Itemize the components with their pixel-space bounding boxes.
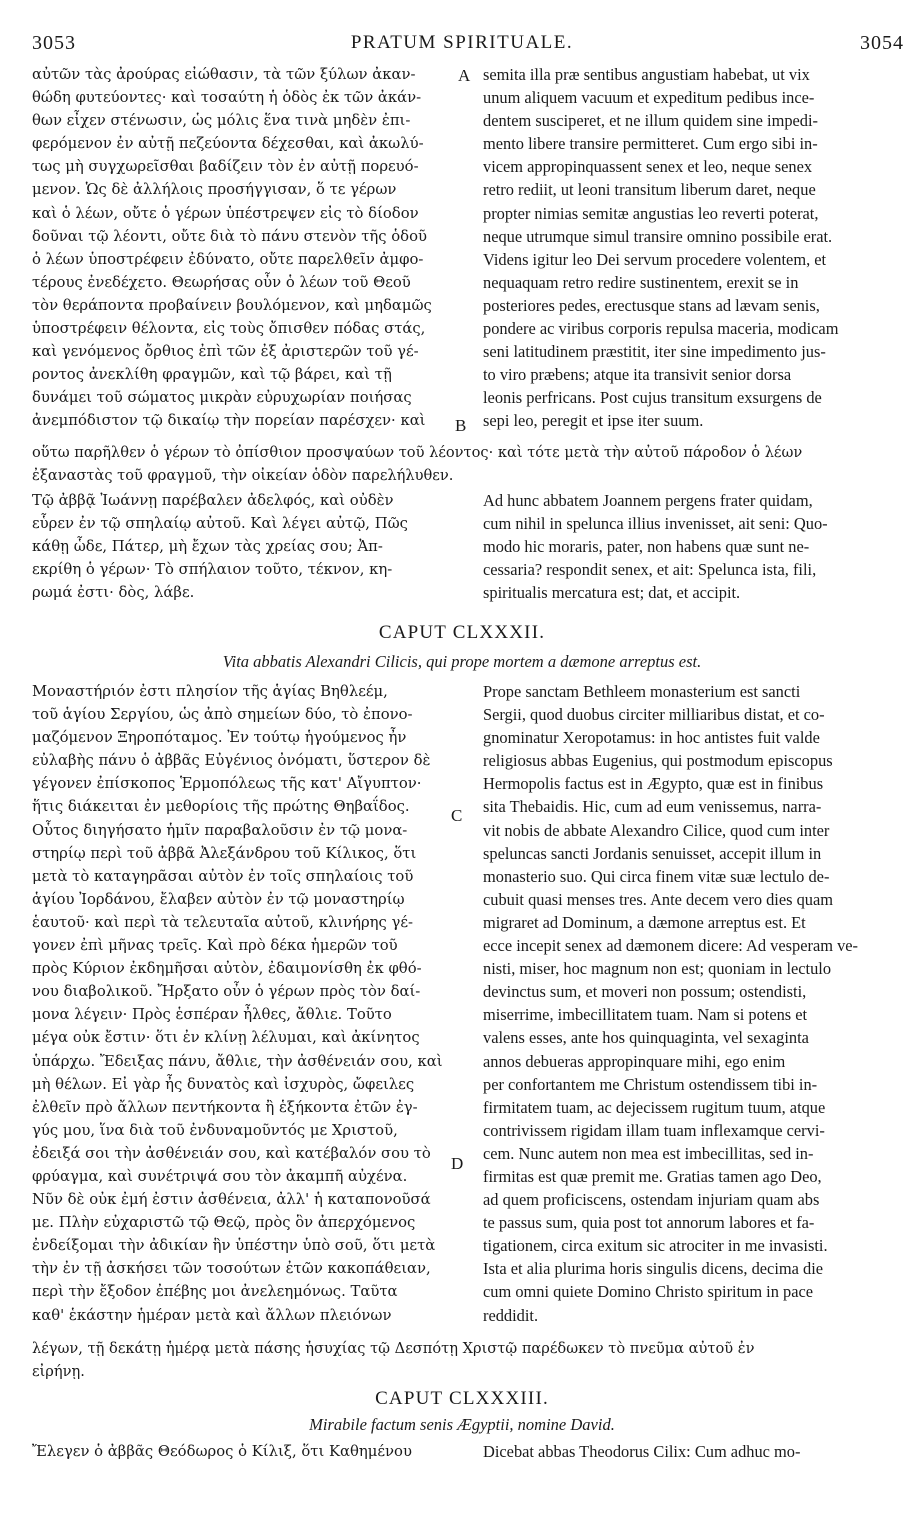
latin-line: propter nimias semitæ angustias leo reverti poterat, bbox=[483, 203, 819, 223]
greek-line: ὑποστρέφειν θέλοντα, εἰς τοὺς ὄπισθεν πόδας στάς, bbox=[32, 320, 426, 338]
greek-line: μέγα οὐκ ἔστιν· ὅτι ἐν κλίνῃ λέλυμαι, καὶ ἀκίνητος bbox=[32, 1029, 420, 1047]
greek-line: τοῦ ἁγίου Σεργίου, ὡς ἀπὸ σημείων δύο, τὸ ἐπονο- bbox=[32, 706, 413, 724]
greek-line: τως μὴ συγχωρεῖσθαι βαδίζειν τὸν ἐν αὐτῇ πορευό- bbox=[32, 158, 419, 176]
latin-line: speluncas sancti Jordanis senuisset, accepit illum in bbox=[483, 843, 822, 863]
greek-line: γέγονεν ἐπίσκοπος Ἑρμοπόλεως τῆς κατ' Αἴγυπτον· bbox=[32, 775, 422, 793]
greek-line: μετὰ τὸ καταγηρᾶσαι αὐτὸν ἐν τοῖς σπηλαίοις τοῦ bbox=[32, 867, 414, 885]
greek-line: καθ' ἑκάστην ἡμέραν μετὰ καὶ ἄλλων πλειόνων bbox=[32, 1306, 392, 1324]
latin-line: sepi leo, peregit et ipse iter suum. bbox=[483, 411, 704, 431]
greek-line: ἀνεμπόδιστον τῷ δικαίῳ τὴν πορείαν παρέσχεν· καὶ bbox=[32, 412, 426, 430]
latin-line: Ista et alia plurima horis singulis dicens, decima die bbox=[483, 1259, 824, 1279]
greek-line: περὶ τὴν ἔξοδον ἐπέβης μοι ἀνελεημόνως. Ταῦτα bbox=[32, 1283, 398, 1301]
latin-line: cum nihil in spelunca illius invenisset, ait seni: Quo- bbox=[483, 514, 828, 534]
greek-line: αὐτῶν τὰς ἀρούρας εἰώθασιν, τὰ τῶν ξύλων ἀκαν- bbox=[32, 66, 416, 83]
latin-line: cubuit quasi menses tres. Ante decem vero dies quam bbox=[483, 889, 834, 909]
latin-line: gnominatur Xeropotamus: in hoc antistes fuit valde bbox=[483, 728, 820, 748]
latin-line: ad quem proficiscens, ostendam injuriam quam abs bbox=[483, 1190, 820, 1210]
greek-line: θώδη φυτεύοντες· καὶ τοσαύτη ἡ ὁδὸς ἐκ τῶν ἀκάν- bbox=[32, 89, 422, 107]
margin-marker-b: B bbox=[455, 416, 467, 435]
latin-line: pondere ac viribus corporis repulsa maceria, modicam bbox=[483, 319, 839, 339]
greek-line: ὑπάρχω. Ἔδειξας πάνυ, ἄθλιε, τὴν ἀσθένειάν σου, καὶ bbox=[32, 1052, 443, 1070]
greek-line: ὁ λέων ὑποστρέφειν ἐδύνατο, οὔτε παρελθεῖν ἀμφο- bbox=[32, 250, 424, 268]
latin-line: firmitas est quæ premit me. Gratias tamen ago Deo, bbox=[483, 1166, 822, 1186]
latin-line: reddidit. bbox=[483, 1305, 539, 1325]
greek-line: ἐλθεῖν πρὸ ἄλλων πεντήκοντα ἢ ἑξήκοντα ἐτῶν ἐγ- bbox=[32, 1098, 418, 1116]
latin-line: neque utrumque simul transire omnino possibile erat. bbox=[483, 226, 833, 246]
margin-marker-c: C bbox=[451, 806, 463, 825]
greek-line: ἑαυτοῦ· καὶ περὶ τὰ τελευταῖα αὐτοῦ, κλινήρης γέ- bbox=[32, 913, 414, 931]
latin-line: monasterio suo. Qui circa finem vitæ suæ lectulo de- bbox=[483, 866, 830, 886]
caput183-greek-column bbox=[32, 1440, 452, 1463]
greek-line: μονα λέγειν· Πρὸς ἑσπέραν ἦλθες, ἄθλιε. Τοῦτο bbox=[32, 1006, 392, 1024]
greek-line: τὸν θεράποντα προβαίνειν βουλόμενον, καὶ μηδαμῶς bbox=[32, 296, 432, 314]
latin-line: Ad hunc abbatem Joannem pergens frater quidam, bbox=[483, 491, 813, 510]
greek-line: Ἔλεγεν ὁ ἀββᾶς Θεόδωρος ὁ Κίλιξ, ὅτι Καθημένου bbox=[32, 1443, 412, 1460]
latin-line: Sergii, quod duobus circiter milliaribus distat, et co- bbox=[483, 705, 825, 725]
latin-line: ecce incepit senex ad dæmonem dicere: Ad vesperam ve- bbox=[483, 936, 859, 956]
greek-line: ἐνδείξομαι τὴν ἀδικίαν ἣν ὑπέστην ὑπὸ σοῦ, ὅτι μετὰ bbox=[32, 1237, 436, 1255]
greek-line: Οὗτος διηγήσατο ἡμῖν παραβαλοῦσιν ἐν τῷ μονα- bbox=[32, 821, 408, 839]
latin-line: devinctus sum, et moveri non possum; ostendisti, bbox=[483, 982, 807, 1002]
greek-line: Νῦν δὲ οὐκ ἐμή ἐστιν ἀσθένεια, ἀλλ' ἡ καταπονοῦσά bbox=[32, 1191, 431, 1209]
latin-line: Prope sanctam Bethleem monasterium est sancti bbox=[483, 682, 801, 701]
greek-line: μὴ θέλων. Εἰ γὰρ ἦς δυνατὸς καὶ ἰσχυρὸς, ὤφειλες bbox=[32, 1075, 415, 1093]
greek-line: φερόμενον ἐν αὐτῇ πεζεύοντα δέχεσθαι, καὶ ἀκωλύ- bbox=[32, 135, 424, 153]
greek-line: εκρίθη ὁ γέρων· Τὸ σπήλαιον τοῦτο, τέκνον, κη- bbox=[32, 561, 393, 579]
greek-line: τὴν ἐν τῇ ἀσκήσει τῶν τοσούτων ἐτῶν κακοπάθειαν, bbox=[32, 1260, 431, 1278]
latin-line: te passus sum, quia post tot annorum labores et fa- bbox=[483, 1213, 815, 1233]
latin-line: unum aliquem vacuum et expeditum pedibus ince- bbox=[483, 88, 815, 108]
section1-greek-column bbox=[32, 63, 452, 433]
greek-line: ἐξαναστὰς τοῦ φραγμοῦ, τὴν οἰκείαν ὁδὸν παρελήλυθεν. bbox=[32, 467, 454, 485]
greek-line: πρὸς Κύριον ἐκδημῆσαι αὐτὸν, ἐδαιμονίσθη ἐκ φθό- bbox=[32, 960, 422, 978]
latin-line: Dicebat abbas Theodorus Cilix: Cum adhuc mo- bbox=[483, 1442, 801, 1461]
latin-line: Hermopolis factus est in Ægypto, quæ est in finibus bbox=[483, 774, 824, 794]
latin-line: to viro præbens; atque ita transivit senior dorsa bbox=[483, 365, 792, 385]
greek-line: ροντος ἀνεκλίθη φραγμῶν, καὶ τῷ βάρει, καὶ τῇ bbox=[32, 366, 392, 384]
latin-line: migraret ad Dominum, a dæmone arreptus est. Et bbox=[483, 912, 806, 932]
greek-line: κάθῃ ὧδε, Πάτερ, μὴ ἔχων τὰς χρείας σου; Ἀπ- bbox=[32, 538, 383, 556]
section2-latin-column bbox=[483, 489, 908, 604]
greek-line: καὶ γενόμενος ὄρθιος ἐπὶ τῶν ἐξ ἀριστερῶν τοῦ γέ- bbox=[32, 343, 419, 361]
greek-line: καὶ ὁ λέων, οὔτε ὁ γέρων ὑπέστρεψεν εἰς τὸ δίοδον bbox=[32, 204, 419, 222]
greek-line: ἐδειξά σοι τὴν ἀσθένειάν σου, καὶ κατέβαλόν σου τὸ bbox=[32, 1144, 431, 1162]
section1-greek-fullwidth bbox=[32, 441, 882, 487]
greek-line: εὗρεν ἐν τῷ σπηλαίῳ αὐτοῦ. Καὶ λέγει αὐτῷ, Πῶς bbox=[32, 515, 408, 533]
greek-line: ἥτις διάκειται ἐν μεθορίοις τῆς πρώτης Θηβαΐδος. bbox=[32, 798, 410, 816]
latin-line: retro rediit, ut leoni transitum liberum daret, neque bbox=[483, 180, 816, 200]
greek-line: νου διαβολικοῦ. Ἤρξατο οὖν ὁ γέρων πρὸς τὸν δαί- bbox=[32, 983, 421, 1001]
latin-line: leonis perfricans. Post cujus transitum exsurgens de bbox=[483, 388, 822, 408]
latin-line: firmitatem tuam, ac dejecissem rugitum tuum, atque bbox=[483, 1097, 826, 1117]
greek-line: δυνάμει τοῦ σώματος μικρὰν εὐρυχωρίαν ποιήσας bbox=[32, 389, 412, 407]
latin-line: cem. Nunc autem non mea est imbecillitas, sed in- bbox=[483, 1143, 814, 1163]
greek-line: με. Πλὴν εὐχαριστῶ τῷ Θεῷ, πρὸς ὃν ἀπερχόμενος bbox=[32, 1214, 416, 1232]
latin-line: religiosus abbas Eugenius, qui postmodum episcopus bbox=[483, 751, 833, 771]
chapter-subtitle: Vita abbatis Alexandri Cilicis, qui prope mortem a dæmone arreptus est. bbox=[222, 652, 702, 671]
latin-line: annos debueras appropinquare mihi, ego enim bbox=[483, 1051, 786, 1071]
latin-line: seni latitudinem præstitit, iter sine impedimento jus- bbox=[483, 342, 826, 362]
greek-line: εἰρήνῃ. bbox=[32, 1363, 85, 1381]
greek-line: γύς μου, ἵνα διὰ τοῦ ἐνδυναμοῦντός με Χριστοῦ, bbox=[32, 1121, 398, 1139]
greek-line: εὐλαβὴς πάνυ ὁ ἀββᾶς Εὐγένιος ὀνόματι, ὕστερον δὲ bbox=[32, 752, 431, 770]
greek-line: μαζόμενον Ξηροπόταμος. Ἐν τούτῳ ἡγούμενος ἦν bbox=[32, 729, 407, 747]
chapter-subtitle: Mirabile factum senis Ægyptii, nomine David. bbox=[309, 1415, 615, 1434]
latin-line: nisti, miser, hoc magnum non est; quoniam in lectulo bbox=[483, 959, 832, 979]
chapter-heading: CAPUT CLXXXII. bbox=[378, 622, 546, 643]
section2-greek-column bbox=[32, 489, 452, 604]
greek-line: δοῦναι τῷ λέοντι, οὔτε διὰ τὸ πάνυ στενὸν τῆς ὁδοῦ bbox=[32, 227, 427, 245]
caput183-latin-column bbox=[483, 1440, 908, 1463]
greek-line: Τῷ ἀββᾷ Ἰωάννῃ παρέβαλεν ἀδελφός, καὶ οὐδὲν bbox=[32, 492, 394, 509]
greek-line: λέγων, τῇ δεκάτῃ ἡμέρᾳ μετὰ πάσης ἡσυχίας τῷ Δεσπότῃ Χριστῷ παρέδωκεν τὸ πνεῦμα αὐτοῦ ἐν bbox=[32, 1340, 755, 1357]
latin-line: Videns igitur leo Dei servum procedere volentem, et bbox=[483, 249, 827, 269]
page-number-right: 3054 bbox=[860, 32, 904, 54]
caput182-greek-fullwidth bbox=[32, 1337, 882, 1383]
latin-line: vicem appropinquassent senex et leo, neque senex bbox=[483, 157, 813, 177]
latin-line: mento libere transire permitteret. Cum ergo sibi in- bbox=[483, 134, 818, 154]
greek-line: μενον. Ὡς δὲ ἀλλήλοις προσήγγισαν, ὅ τε γέρων bbox=[32, 181, 397, 199]
latin-line: semita illa præ sentibus angustiam habebat, ut vix bbox=[483, 65, 810, 84]
caput182-greek-column bbox=[32, 680, 452, 1327]
running-title: PRATUM SPIRITUALE. bbox=[350, 32, 574, 53]
greek-line: ρωμά ἐστι· δὸς, λάβε. bbox=[32, 584, 195, 602]
latin-line: modo hic moraris, pater, non habens quæ sunt ne- bbox=[483, 537, 810, 557]
caput182-latin-column bbox=[483, 680, 908, 1327]
margin-marker-d: D bbox=[451, 1154, 464, 1173]
greek-line: γονεν ἐπὶ μῆνας τρεῖς. Καὶ πρὸ δέκα ἡμερῶν τοῦ bbox=[32, 937, 398, 955]
latin-line: miserrime, imbecillitatem tuam. Nam si potens et bbox=[483, 1005, 808, 1025]
latin-line: dentem susciperet, et ne illum quidem sine impedi- bbox=[483, 111, 819, 131]
section1-latin-column bbox=[483, 63, 908, 433]
latin-line: tigationem, circa exitum sic atrociter in me invasisti. bbox=[483, 1236, 828, 1256]
latin-line: nequaquam retro redire sustinentem, erexit se in bbox=[483, 272, 799, 292]
margin-marker-a: A bbox=[458, 66, 471, 85]
greek-line: θων εἶχεν στένωσιν, ὡς μόλις ἕνα τινὰ μηδὲν ἐπι- bbox=[32, 112, 411, 130]
greek-line: οὕτω παρῆλθεν ὁ γέρων τὸ ὀπίσθιον προσψαύων τοῦ λέοντος· καὶ τότε μετὰ τὴν αὐτοῦ πάροδον ὁ λέων bbox=[32, 444, 803, 461]
greek-line: ἁγίου Ἰορδάνου, ἔλαβεν αὐτὸν ἐν τῷ μοναστηρίῳ bbox=[32, 890, 405, 908]
latin-line: per confortantem me Christum ostendissem tibi in- bbox=[483, 1074, 818, 1094]
latin-line: cessaria? respondit senex, et ait: Spelunca ista, fili, bbox=[483, 560, 817, 580]
greek-line: τέρους ἐνεδέχετο. Θεωρήσας οὖν ὁ λέων τοῦ Θεοῦ bbox=[32, 273, 411, 291]
latin-line: cum omni quiete Domino Christo spiritum in pace bbox=[483, 1282, 814, 1302]
greek-line: στηρίῳ περὶ τοῦ ἀββᾶ Ἀλεξάνδρου τοῦ Κίλικος, ὅτι bbox=[32, 844, 417, 862]
latin-line: spiritualis mercatura est; dat, et accipit. bbox=[483, 583, 741, 603]
latin-line: sita Thebaidis. Hic, cum ad eum venissemus, narra- bbox=[483, 797, 822, 817]
latin-line: vit nobis de abbate Alexandro Cilice, quod cum inter bbox=[483, 820, 830, 840]
greek-line: Μοναστήριόν ἐστι πλησίον τῆς ἁγίας Βηθλεέμ, bbox=[32, 683, 388, 700]
latin-line: contrivissem rigidam illam tuam inflexamque cervi- bbox=[483, 1120, 825, 1140]
chapter-heading: CAPUT CLXXXIII. bbox=[375, 1388, 549, 1409]
page-number-left: 3053 bbox=[32, 32, 76, 54]
latin-line: valens esses, ante hos quinquaginta, vel sexaginta bbox=[483, 1028, 809, 1048]
latin-line: posteriores pedes, erectusque stans ad lævam senis, bbox=[483, 295, 820, 315]
greek-line: φρύαγμα, καὶ συνέτριψά σου τὸν ἀκαμπῆ αὐχένα. bbox=[32, 1167, 408, 1185]
